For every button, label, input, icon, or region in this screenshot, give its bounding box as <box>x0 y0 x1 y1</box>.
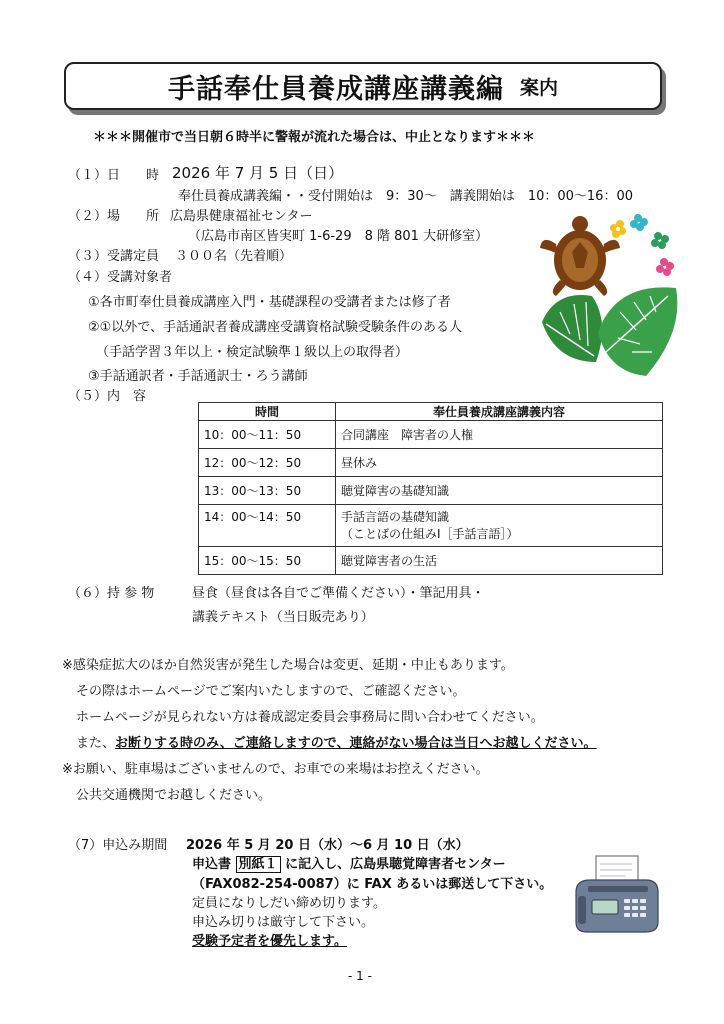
application-label: （7）申込み期間 <box>68 838 168 853</box>
table-row <box>199 449 663 477</box>
flower-icon <box>651 232 669 249</box>
warning-notice: ＊＊＊開催市で当日朝６時半に警報が流れた場合は、中止となります＊＊＊ <box>93 130 536 145</box>
note-emphasis: お断りする時のみ、ご連絡しますので、連絡がない場合は当日へお越しください。 <box>115 736 597 751</box>
page-title: 手話奉仕員養成講座講義編 <box>167 73 504 105</box>
capacity-value: ３００名（先着順） <box>175 249 293 264</box>
tropical-illustration <box>536 212 686 378</box>
note-prefix: また、 <box>76 736 116 751</box>
items-line: 昼食（昼食は各自でご準備ください）・筆記用具・ <box>192 586 485 601</box>
table-cell-content: 昼休み <box>336 449 663 477</box>
flower-icon <box>610 220 626 238</box>
form-attachment-badge: 別紙１ <box>236 856 281 873</box>
table-header-row <box>199 403 663 421</box>
table-cell-line: （ことばの仕組みⅠ［手話言語］） <box>341 527 519 541</box>
eligibility-item: ②①以外で、手話通訳者養成講座受講資格試験受験条件のある人 <box>88 320 463 335</box>
table-row <box>199 477 663 505</box>
date-detail: 奉仕員養成講義編・・受付開始は 9：30～ 講義開始は 10：00～16：00 <box>178 189 633 204</box>
items-label: （６）持 参 物 <box>68 586 155 601</box>
application-line: 定員になりしだい締め切ります。 <box>192 896 386 911</box>
place-address: （広島市南区皆実町 1-6-29 8 階 801 大研修室） <box>188 229 489 244</box>
application-period: 2026 年 5 月 20 日（水）～6 月 10 日（水） <box>186 838 469 853</box>
application-form-label: 申込書 <box>192 857 232 872</box>
note-line: ※お願い、駐車場はございませんので、お車での来場はお控えください。 <box>62 762 489 777</box>
application-line: 申込み切りは厳守して下さい。 <box>192 915 375 930</box>
table-cell-content: 聴覚障害者の生活 <box>336 547 663 575</box>
place-value: 広島県健康福祉センター <box>170 209 313 224</box>
content-label: （５）内 容 <box>68 389 147 404</box>
table-header-content: 奉仕員養成講座講義内容 <box>336 403 663 421</box>
flower-icon <box>630 214 648 231</box>
page-subtitle: 案内 <box>519 76 558 99</box>
eligibility-item: ①各市町奉仕員養成講座入門・基礎課程の受講者または修了者 <box>88 295 451 310</box>
eligibility-item: （手話学習３年以上・検定試験準１級以上の取得者） <box>96 345 409 360</box>
table-row <box>199 547 663 575</box>
turtle-icon <box>540 216 620 296</box>
note-line-emphasis <box>76 732 597 751</box>
table-cell-time: 12：00～12：50 <box>199 449 336 477</box>
table-cell-content: 合同講座 障害者の人権 <box>336 421 663 449</box>
application-line <box>192 853 506 872</box>
leaf-icon <box>598 287 677 376</box>
table-cell-line: 手話言語の基礎知識 <box>341 510 450 524</box>
place-label: （２）場 所 <box>68 209 160 224</box>
date-value: 2026 年 7 月 5 日（日） <box>172 164 344 182</box>
table-cell-content <box>336 505 663 547</box>
schedule-table <box>198 402 663 575</box>
flower-icon <box>656 258 674 276</box>
application-priority: 受験予定者を優先します。 <box>192 934 347 949</box>
table-cell-content: 聴覚障害の基礎知識 <box>336 477 663 505</box>
table-cell-time: 10：00～11：50 <box>199 421 336 449</box>
application-fax-line: （FAX082-254-0087）に FAX あるいは郵送して下さい。 <box>192 877 553 892</box>
table-cell-time: 13：00～13：50 <box>199 477 336 505</box>
note-line: 公共交通機関でお越しください。 <box>76 788 272 803</box>
table-cell-time: 15：00～15：50 <box>199 547 336 575</box>
note-line: ホームページが見られない方は養成認定委員会事務局に問い合わせてください。 <box>76 710 544 725</box>
leaf-icon <box>542 295 602 362</box>
application-instruction: に記入し、広島県聴覚障害者センター <box>285 857 506 872</box>
capacity-label: （３）受講定員 <box>68 249 160 264</box>
note-line: ※感染症拡大のほか自然災害が発生した場合は変更、延期・中止もあります。 <box>62 658 514 673</box>
fax-machine-icon <box>570 852 662 938</box>
note-line: その際はホームページでご案内いたしますので、ご確認ください。 <box>76 684 466 699</box>
date-label: （１）日 時 <box>68 168 160 183</box>
table-header-time: 時間 <box>199 403 336 421</box>
table-row <box>199 505 663 547</box>
eligibility-item: ③手話通訳者・手話通訳士・ろう講師 <box>88 369 308 384</box>
table-cell-time: 14：00～14：50 <box>199 505 336 547</box>
page-number: - 1 - <box>348 969 372 983</box>
table-row <box>199 421 663 449</box>
items-line: 講義テキスト（当日販売あり） <box>192 610 374 625</box>
title-box <box>64 62 662 110</box>
eligibility-label: （４）受講対象者 <box>68 270 173 285</box>
